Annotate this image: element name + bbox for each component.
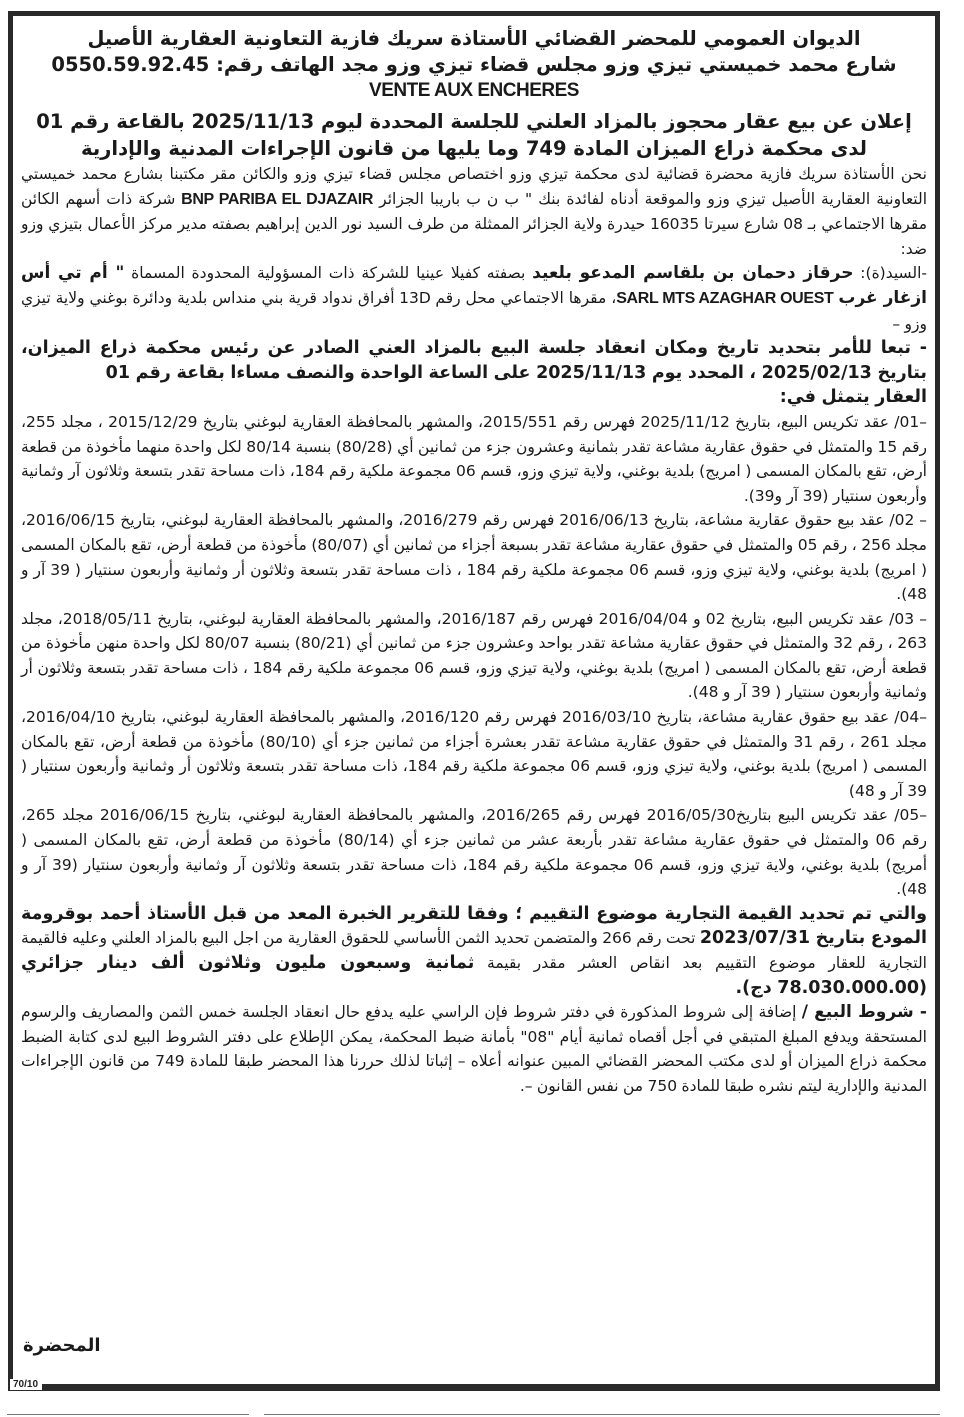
valuation-text: تحت رقم 266 والمتضمن تحديد الثمن الأساسي للحقوق العقارية من اجل البيع بالمزاد العلني وعليه فالقيمة التجارية للعقار موضوع التقييم بعد انقاص العشر مقدر بقيمة (21, 929, 927, 972)
notice-title-line2: لدى محكمة ذراع الميزان المادة 749 وما يليها من قانون الإجراءات المدنية والإدارية (81, 137, 867, 160)
defendant-paragraph (21, 261, 927, 336)
divider-line (7, 1414, 249, 1415)
defendant-name: حرقاز دحمان بن بلقاسم المدعو بلعيد (532, 263, 854, 284)
intro-text-1: نحن الأستاذة سريك فازية محضرة قضائية لدى محكمة تيزي وزو اختصاص مجلس قضاء تيزي وزو والكائن مقر مكتبنا بشارع محمد خميستي التعاونية العقارية الأصيل تيزي وزو والموقعة أدناه لفائدة بنك " ب ن ب باريبا الجزائر (21, 165, 927, 208)
intro-paragraph (21, 162, 927, 261)
header-office-line: الديوان العمومي للمحضر القضائي الأستاذة سريك فازية التعاونية العقارية الأصيل (87, 27, 861, 50)
valuation-paragraph (21, 902, 927, 1000)
notice-content (21, 26, 927, 1364)
reference-number: 70/10 (10, 1379, 42, 1390)
intro-text-2: شركة ذات أسهم الكائن مقرها الاجتماعي بـ 08 شارع سيرتا 16035 حيدرة ولاية الجزائر الممثلة من طرف السيد نور الدين إبراهيم بصفته مدير مركز الأعمال بتيزي وزو ضد: (21, 189, 928, 258)
property-item: – 02/ عقد بيع حقوق عقارية مشاعة، بتاريخ 2016/06/13 فهرس رقم 2016/279، والمشهر بالمحافظة العقارية لبوغني، بتاريخ 2016/06/15، مجلد 256 ، رقم 05 والمتمثل في حقوق عقارية مشاعة تقدر بسبعة أجزاء من ثمانين أي (80/07) مأخوذة من قطعة أرض، تقع بالمكان المسمى ( امريج) بلدية بوغني، ولاية تيزي وزو، قسم 06 مجموعة ملكية رقم 184 ، ذات مساحة تقدر بتسعة وثلاثون أر وثمانية وأربعون سنتيار ( 39 آر و 48). (21, 511, 928, 604)
sale-conditions-heading: - شروط البيع / (801, 1002, 927, 1023)
divider-line (264, 1414, 940, 1415)
property-item: –05/ عقد تكريس البيع بتاريخ2016/05/30 فهرس رقم 2016/265، والمشهر بالمحافظة العقارية لبوغني، بتاريخ 2016/06/15 مجلد 265، رقم 06 والمتمثل في حقوق عقارية مشاعة تقدر بأربعة عشر من ثمانين جزء أي (80/14) مأخوذة من قطعة أرض، تقع بالمكان المسمى ( أمريج) بلدية بوغني، ولاية تيزي وزو، قسم 06 مجموعة ملكية رقم 184، ذات مساحة تقدر بتسعة وثلاثون آر وثمانية وأربعون سنتيار (39 آر و 48). (21, 806, 928, 899)
bank-name-latin: BNP PARIBA EL DJAZAIR (181, 190, 374, 208)
defendant-text-1: بصفته كفيلا عينيا للشركة ذات المسؤولية المحدودة المسماة (131, 264, 526, 283)
signature-label: المحضرة (23, 1335, 101, 1356)
notice-title-line1: إعلان عن بيع عقار محجوز بالمزاد العلني للجلسة المحددة ليوم 2025/11/13 بالقاعة رقم 01 (36, 110, 912, 133)
valuation-amount: ثمانية وسبعون مليون وثلاثون ألف دينار جزائري (78.030.000.00 دج). (21, 953, 927, 998)
property-item: –04/ عقد بيع حقوق عقارية مشاعة، بتاريخ 2016/03/10 فهرس رقم 2016/120، والمشهر بالمحافظة العقارية لبوغني، بتاريخ 2016/04/10، مجلد 261 ، رقم 31 والمتمثل في حقوق عقارية مشاعة تقدر بعشرة أجزاء من ثمانين جزء أي (80/10) مأخوذة من قطعة أرض، تقع بالمكان المسمى ( امريج) بلدية بوغني، ولاية تيزي وزو، قسم 06 مجموعة ملكية رقم 184، ذات مساحة تقدر بتسعة وثلاثون أر وثمانية وأربعون سنتيار ( 39 آر و 48) (21, 708, 928, 800)
property-heading: العقار يتمثل في: (779, 387, 927, 408)
defendant-prefix: -السيد(ة): (860, 264, 927, 283)
header-address-line: شارع محمد خميستي تيزي وزو مجلس قضاء تيزي وزو مجد الهاتف رقم: 0550.59.92.45 (51, 53, 897, 76)
header-vente-label: VENTE AUX ENCHERES (369, 80, 579, 101)
valuation-expert-text: والتي تم تحديد القيمة التجارية موضوع التقييم ؛ وفقا للتقرير الخبرة المعد من قبل الأستاذ أحمد بوقرومة المودع بتاريخ 2023/07/31 (21, 903, 927, 949)
sale-conditions-text: إضافة إلى شروط المذكورة في دفتر شروط فإن الراسي عليه يدفع حال انعقاد الجلسة خمس الثمن والمصاريف والرسوم المستحقة ويدفع المبلغ المتبقي في أجل أقصاه ثمانية أيام "08" بأمانة ضبط المحكمة، يمكن الإطلاع على دفتر الشروط البيع لدى كتابة الضبط محكمة ذراع الميزان أو لدى مكتب المحضر القضائي المبين عنوانه أعلاه – إثباتا لذلك حررنا هذا المحضر طبقا للمادة 749 من قانون الإجراءات المدنية والإدارية ليتم نشره طبقا للمادة 750 من نفس القانون –. (21, 1003, 927, 1095)
notice-frame (8, 11, 940, 1391)
company-name-ar: " أم تي أس ازغار غرب (21, 263, 927, 308)
sale-conditions-paragraph (21, 1000, 927, 1098)
property-item: – 03/ عقد تكريس البيع، بتاريخ 02 و 2016/04/04 فهرس رقم 2016/187، والمشهر بالمحافظة العقارية لبوغني، بتاريخ 2018/05/11، مجلد 263 ، رقم 32 والمتمثل في حقوق عقارية مشاعة تقدر بواحد وعشرون جزء من ثمانين أي (80/21) بنسبة 80/07 لكل واحدة منهن مأخوذة من قطعة أرض، تقع بالمكان المسمى ( امريج) بلدية بوغني، ولاية تيزي وزو، قسم 06 مجموعة ملكية رقم 184 ، ذات مساحة تقدر بتسعة وثلاثون أر وثمانية وأربعون سنتيار ( 39 آر و 48). (21, 609, 928, 702)
court-order-paragraph: - تبعا للأمر بتحديد تاريخ ومكان انعقاد جلسة البيع بالمزاد العني الصادر عن رئيس محكمة ذراع الميزان، بتاريخ 2025/02/13 ، المحدد يوم 2025/11/13 على الساعة الواحدة والنصف مساءا بقاعة رقم 01 (21, 338, 927, 383)
company-name-latin: SARL MTS AZAGHAR OUEST (616, 289, 834, 307)
defendant-text-2: ، مقرها الاجتماعي محل رقم 13D أفراق ندواد قرية بني منداس بلدية ودائرة بوغني ولاية تيزي وزو – (21, 288, 927, 333)
property-item: –01/ عقد تكريس البيع، بتاريخ 2025/11/12 فهرس رقم 2015/551، والمشهر بالمحافظة العقارية لبوغني بتاريخ 2015/12/29 ، مجلد 255، رقم 15 والمتمثل في حقوق عقارية مشاعة تقدر بثمانية وعشرون جزء من ثمانين أي (80/28) بنسبة 80/14 لكل واحدة منهما مأخوذة من قطعة أرض، تقع بالمكان المسمى ( امريج) بلدية بوغني، ولاية تيزي وزو، قسم 06 مجموعة ملكية رقم 184، ذات مساحة تقدر بتسعة وثلاثون آر وثمانية وأربعون سنتيار (39 آر و39). (21, 412, 928, 505)
